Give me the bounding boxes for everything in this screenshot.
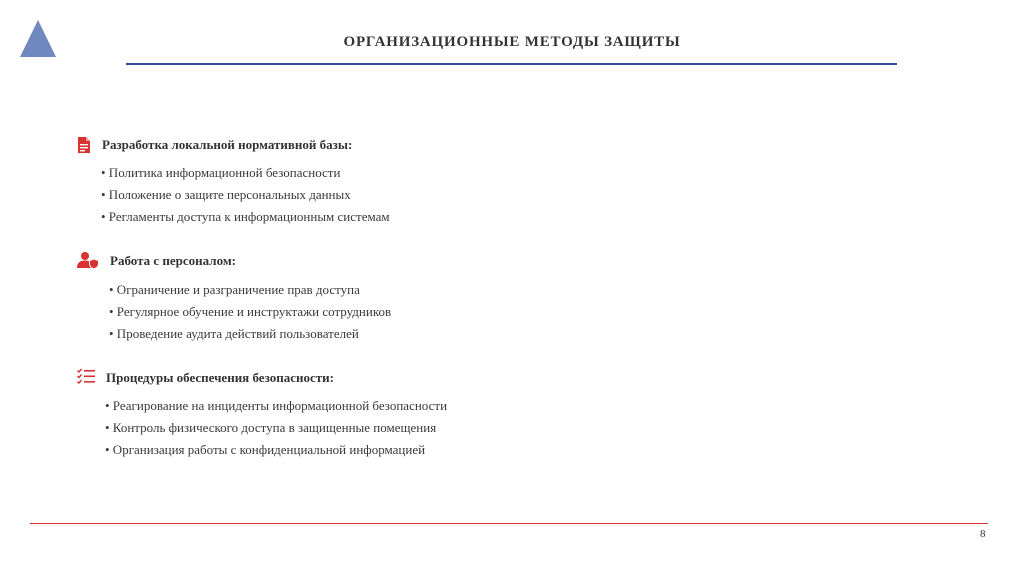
list-item: • Регламенты доступа к информационным системам	[101, 209, 390, 224]
list-item: • Положение о защите персональных данных	[101, 187, 351, 202]
checklist-icon	[77, 368, 95, 384]
user-shield-icon	[77, 251, 99, 269]
footer-divider	[30, 523, 988, 524]
section-title-regulations: Разработка локальной нормативной базы:	[102, 137, 353, 152]
document-icon	[77, 137, 91, 153]
list-item: • Ограничение и разграничение прав доступа	[109, 282, 360, 297]
section-title-personnel: Работа с персоналом:	[110, 253, 237, 268]
list-item: • Регулярное обучение и инструктажи сотрудников	[109, 304, 392, 319]
list-item: • Проведение аудита действий пользователей	[109, 326, 359, 341]
list-item: • Контроль физического доступа в защищенные помещения	[105, 420, 437, 435]
title-divider	[126, 63, 897, 65]
list-item: • Политика информационной безопасности	[101, 165, 341, 180]
list-item: • Организация работы с конфиденциальной информацией	[105, 442, 426, 457]
page-title: ОРГАНИЗАЦИОННЫЕ МЕТОДЫ ЗАЩИТЫ	[343, 34, 681, 50]
list-item: • Реагирование на инциденты информационной безопасности	[105, 398, 448, 413]
section-title-procedures: Процедуры обеспечения безопасности:	[106, 370, 334, 385]
page-number: 8	[980, 528, 986, 540]
